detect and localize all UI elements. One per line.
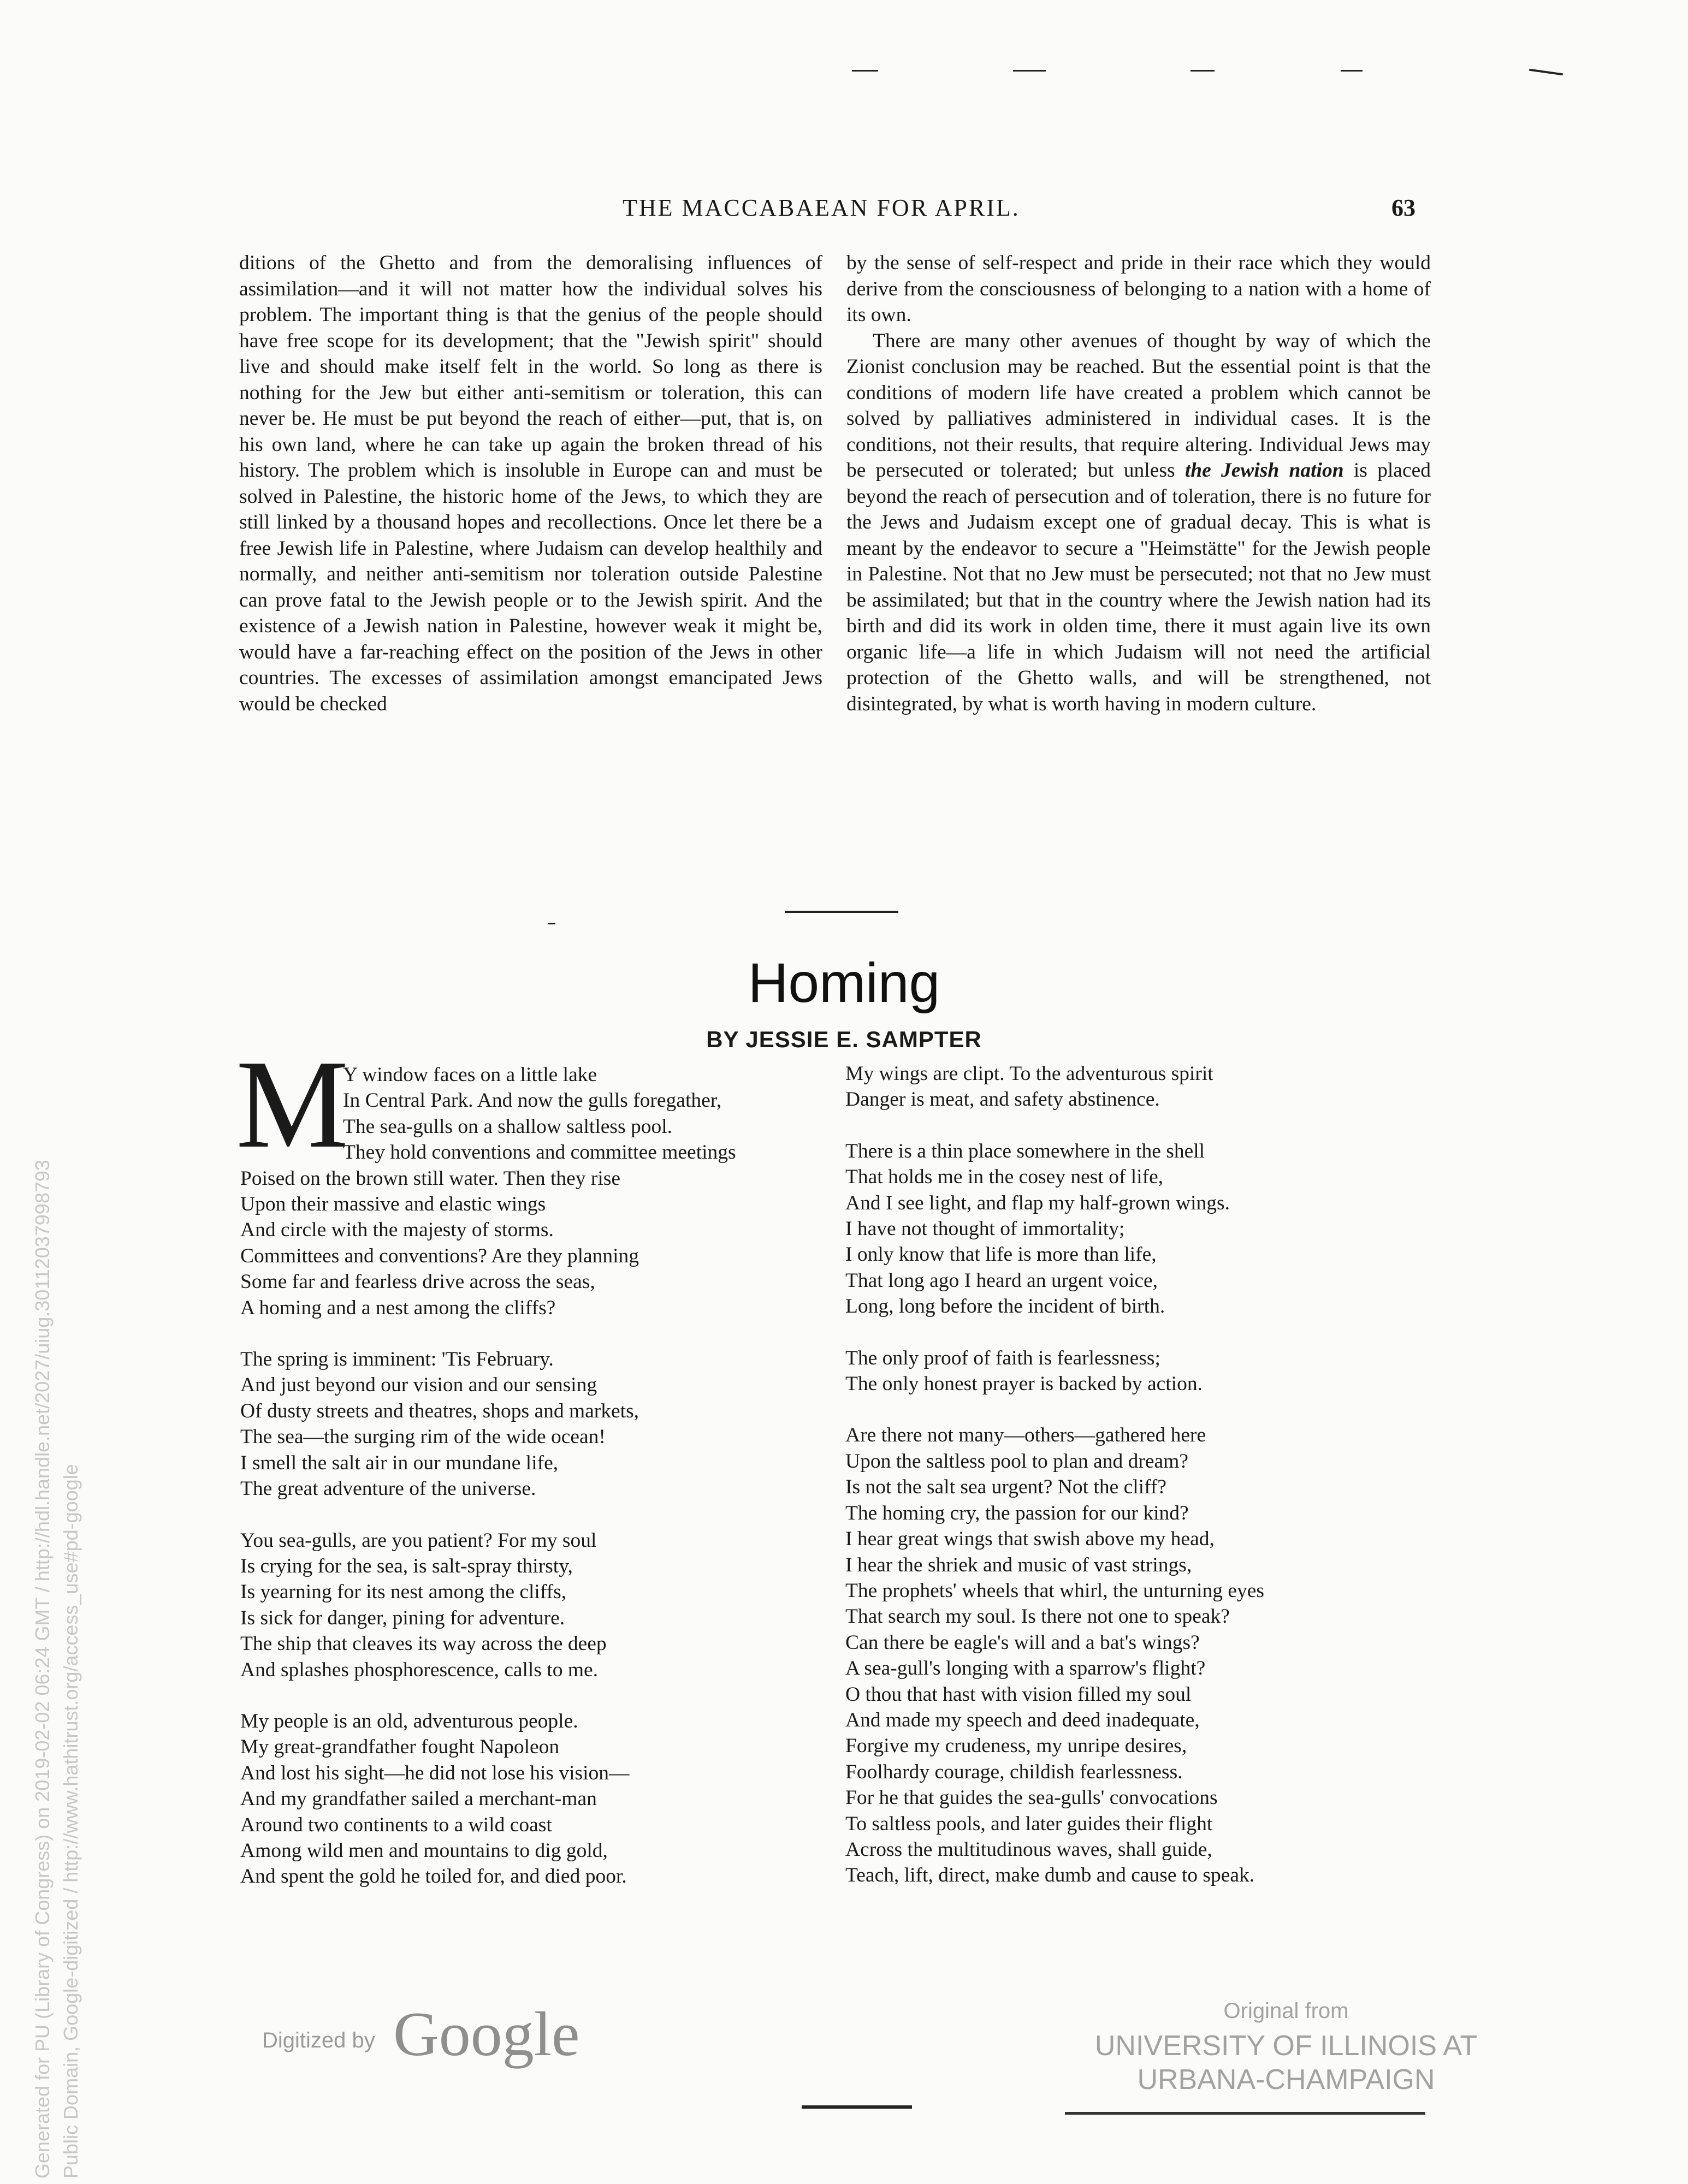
- scan-mark: [1529, 69, 1563, 76]
- page-number: 63: [1391, 194, 1415, 221]
- poem-line: That long ago I heard an urgent voice,: [845, 1269, 1158, 1292]
- poem-line: Forgive my crudeness, my unripe desires,: [845, 1735, 1187, 1758]
- poem-line: The only honest prayer is backed by action.: [845, 1373, 1203, 1396]
- running-header: THE MACCABAEAN FOR APRIL.: [623, 194, 1020, 221]
- poem-line: Around two continents to a wild coast: [240, 1813, 552, 1836]
- poem-line: O thou that hast with vision filled my soul: [845, 1683, 1192, 1706]
- poem-line: They hold conventions and committee meetings: [343, 1141, 736, 1164]
- section-divider: [785, 911, 898, 913]
- poem-line: I hear the shriek and music of vast strings,: [845, 1553, 1192, 1576]
- poem-line: The sea-gulls on a shallow saltless pool.: [343, 1115, 673, 1138]
- poem-line: And I see light, and flap my half-grown wings.: [845, 1191, 1230, 1214]
- poem-line: Poised on the brown still water. Then they rise: [240, 1167, 621, 1190]
- poem-line: There is a thin place somewhere in the shell: [845, 1140, 1205, 1162]
- article-paragraph: There are many other avenues of thought by way of which the Zionist conclusion may be reached. But the essential point is that the conditions of modern life have created a problem which cannot be solved by palliatives administered in individual cases. It is the conditions, not their results, that require altering. Individual Jews may be persecuted or tolerated; but unless the Jewish nation is placed beyond the reach of persecution and of toleration, there is no future for the Jews and Judaism except one of gradual decay. This is what is meant by the endeavor to secure a "Heimstätte" for the Jewish people in Palestine. Not that no Jew must be persecuted; not that no Jew must be assimilated; but that in the country where the Jewish nation had its birth and did its work in olden time, there it must again live its own organic life—a life in which Judaism will not need the artificial protection of the Ghetto walls, and will be strengthened, not disintegrated, by what is worth having in modern culture.: [846, 329, 1431, 715]
- poem-line: Is crying for the sea, is salt-spray thirsty,: [240, 1554, 573, 1577]
- poem-line: And my grandfather sailed a merchant-man: [240, 1788, 597, 1811]
- poem-line: I smell the salt air in our mundane life,: [240, 1451, 559, 1474]
- poem-line: Can there be eagle's will and a bat's wings?: [845, 1631, 1200, 1654]
- emphasis-text: the Jewish nation: [1184, 459, 1344, 482]
- article-right-column: [846, 250, 1431, 717]
- footer-rule: [802, 2105, 912, 2109]
- poem-stanza: [845, 1422, 1264, 1888]
- poem-line: Danger is meat, and safety abstinence.: [845, 1088, 1160, 1111]
- poem-line: The great adventure of the universe.: [240, 1477, 536, 1500]
- poem-line: The homing cry, the passion for our kind?: [845, 1502, 1189, 1524]
- poem-line: And splashes phosphorescence, calls to me.: [240, 1658, 599, 1681]
- poem-line: The only proof of faith is fearlessness;: [845, 1346, 1160, 1369]
- hathitrust-watermark: Generated for PU (Library of Congress) on 2019-02-02 06:24 GMT / http://hdl.handle.net/2027/uiug.30112037998793 Public Domain, Google-digitized / http://www.hathitrust.org/access_use#pd-google: [31, 1160, 82, 2179]
- poem-line: The ship that cleaves its way across the deep: [240, 1633, 607, 1655]
- poem-line: You sea-gulls, are you patient? For my soul: [240, 1529, 597, 1552]
- scan-mark: [852, 70, 878, 72]
- poem-stanza: [240, 1528, 736, 1683]
- poem-line: Some far and fearless drive across the seas,: [240, 1271, 595, 1293]
- drop-cap: M: [236, 1034, 349, 1174]
- poem-line: And spent the gold he toiled for, and died poor.: [240, 1865, 627, 1888]
- poem-line: For he that guides the sea-gulls' convocations: [845, 1787, 1218, 1809]
- poem-line: Upon their massive and elastic wings: [240, 1193, 546, 1216]
- poem-line: Are there not many—others—gathered here: [845, 1424, 1206, 1447]
- poem-line: Foolhardy courage, childish fearlessness.: [845, 1760, 1183, 1783]
- poem-stanza: [240, 1346, 736, 1502]
- poem-line: Of dusty streets and theatres, shops and markets,: [240, 1399, 639, 1422]
- poem-line: Is yearning for its nest among the cliffs,: [240, 1581, 567, 1604]
- footer-rule: [1065, 2112, 1425, 2115]
- poem-left-column: [240, 1062, 736, 1915]
- original-from-label: Original from UNIVERSITY OF ILLINOIS AT URBANA-CHAMPAIGN: [1094, 1999, 1478, 2096]
- poem-line: Among wild men and mountains to dig gold,: [240, 1839, 608, 1862]
- poem-line: And lost his sight—he did not lose his vision—: [240, 1761, 630, 1784]
- poem-line: That holds me in the cosey nest of life,: [845, 1166, 1164, 1189]
- poem-line: The spring is imminent: 'Tis February.: [240, 1348, 554, 1371]
- poem-line: To saltless pools, and later guides their flight: [845, 1812, 1213, 1835]
- poem-stanza: [240, 1062, 736, 1321]
- poem-line: That search my soul. Is there not one to speak?: [845, 1605, 1230, 1628]
- poem-line: Teach, lift, direct, make dumb and cause to speak.: [845, 1864, 1255, 1887]
- poem-stanza: [845, 1138, 1264, 1320]
- digitized-by-label: Digitized by: [262, 2028, 375, 2052]
- poem-line: The sea—the surging rim of the wide ocean!: [240, 1426, 606, 1449]
- poem-line: I have not thought of immortality;: [845, 1218, 1125, 1241]
- poem-line: In Central Park. And now the gulls foregather,: [343, 1089, 722, 1112]
- poem-line: My great-grandfather fought Napoleon: [240, 1736, 560, 1759]
- article-paragraph: ditions of the Ghetto and from the demoralising influences of assimilation—and it will not matter how the individual solves his problem. The important thing is that the genius of the people should have free scope for its development; that the "Jewish spirit" should live and should make itself felt in the world. So long as there is nothing for the Jew but either anti-semitism or toleration, this can never be. He must be put beyond the reach of either—put, that is, on his own land, where he can take up again the broken thread of his history. The problem which is insoluble in Europe can and must be solved in Palestine, the historic home of the Jews, to which they are still linked by a thousand hopes and recollections. Once let there be a free Jewish life in Palestine, where Judaism can develop healthily and normally, and neither anti-semitism nor toleration outside Palestine can prove fatal to the Jewish people or to the Jewish spirit. And the existence of a Jewish nation in Palestine, however weak it might be, would have a far-reaching effect on the position of the Jews in other countries. The excesses of assimilation amongst emancipated Jews would be checked: [239, 252, 822, 715]
- poem-line: Y window faces on a little lake: [343, 1064, 597, 1086]
- poem-line: And just beyond our vision and our sensing: [240, 1374, 597, 1397]
- poem-stanza: [240, 1708, 736, 1890]
- poem-line: Committees and conventions? Are they planning: [240, 1244, 639, 1267]
- poem-byline: BY JESSIE E. SAMPTER: [706, 1026, 982, 1052]
- scan-mark: [1013, 70, 1046, 72]
- scan-mark: [548, 923, 555, 924]
- poem-line: Long, long before the incident of birth.: [845, 1295, 1165, 1318]
- poem-line: Across the multitudinous waves, shall guide,: [845, 1838, 1212, 1861]
- poem-stanza: [845, 1061, 1264, 1113]
- poem-line: The prophets' wheels that whirl, the unturning eyes: [845, 1579, 1264, 1602]
- poem-title: Homing: [748, 952, 940, 1014]
- article-paragraph: by the sense of self-respect and pride in their race which they would derive from the consciousness of belonging to a nation with a home of its own.: [846, 252, 1431, 326]
- poem-stanza: [845, 1345, 1264, 1397]
- scan-mark: [1191, 70, 1215, 72]
- poem-line: Upon the saltless pool to plan and dream?: [845, 1450, 1188, 1473]
- poem-line: My wings are clipt. To the adventurous spirit: [845, 1063, 1213, 1085]
- poem-line: Is sick for danger, pining for adventure.: [240, 1606, 565, 1629]
- article-left-column: [239, 250, 822, 717]
- scan-mark: [1341, 70, 1363, 72]
- poem-line: I only know that life is more than life,: [845, 1243, 1157, 1266]
- poem-line: My people is an old, adventurous people.: [240, 1710, 578, 1732]
- poem-line: Is not the salt sea urgent? Not the cliff?: [845, 1476, 1167, 1499]
- google-logo: Google: [393, 1999, 580, 2069]
- poem-line: And made my speech and deed inadequate,: [845, 1708, 1200, 1731]
- poem-line: And circle with the majesty of storms.: [240, 1219, 554, 1242]
- poem-line: A homing and a nest among the cliffs?: [240, 1296, 556, 1319]
- poem-right-column: [845, 1061, 1264, 1914]
- poem-line: A sea-gull's longing with a sparrow's flight?: [845, 1657, 1206, 1680]
- poem-line: I hear great wings that swish above my head,: [845, 1528, 1215, 1551]
